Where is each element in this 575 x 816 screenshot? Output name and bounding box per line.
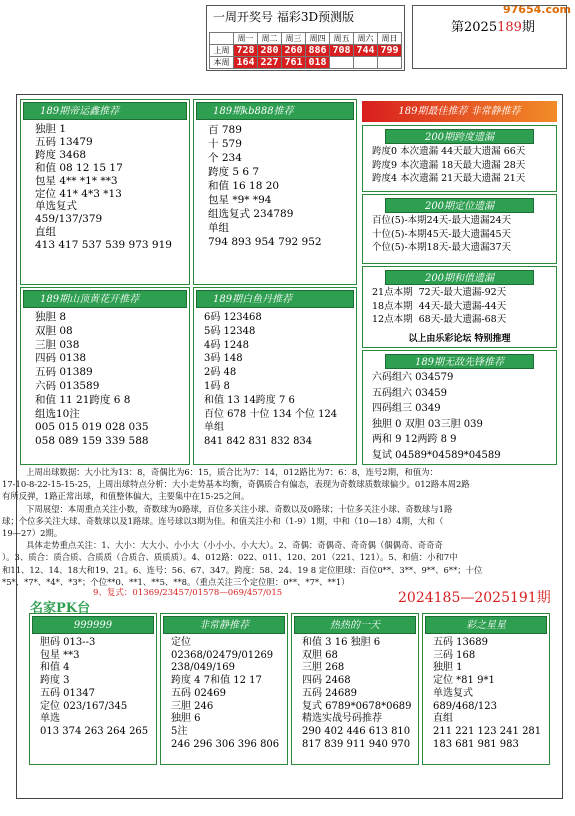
weekly-results-title: 一周开奖号 福彩3D预测版 [213, 10, 355, 24]
line: 四码 2468 [302, 675, 351, 687]
box-title: 189期无敌先锋推荐 [385, 354, 534, 369]
box-title: 200期跨度遗漏 [385, 129, 534, 144]
line: 十 579 [208, 138, 242, 150]
site-watermark[interactable]: 97654.com [503, 3, 571, 16]
position-omission-box [362, 194, 557, 264]
result-cell: 018 [306, 57, 330, 69]
line: 跨度 4 7和值 12 17 [171, 675, 262, 687]
line: 02368/02479/01269 [171, 649, 274, 661]
line: 和值 11 21跨度 6 8 [35, 393, 131, 406]
day-header: 周三 [282, 33, 306, 45]
result-cell: 708 [330, 45, 354, 57]
line: 跨度 5 6 7 [208, 166, 260, 178]
line: 841 842 831 832 834 [204, 436, 313, 448]
result-cell: 728 [234, 45, 258, 57]
line: 组选复式 234789 [208, 208, 294, 220]
line: 单选复式 [35, 200, 77, 213]
line: 五码组六 03459 [372, 387, 447, 399]
result-cell: 260 [282, 45, 306, 57]
box-content [161, 636, 287, 751]
period-range: 2024185—2025191期 [398, 590, 551, 606]
line: 和值 16 18 20 [208, 180, 280, 192]
line: 18点本期 44天-最大遗漏-44天 [372, 300, 507, 312]
result-cell: 164 [234, 57, 258, 69]
box-title: 999999 [32, 616, 154, 634]
line: 005 015 019 028 035 [35, 421, 149, 434]
expert-box-4 [422, 613, 550, 765]
line: 五码 01347 [40, 687, 95, 699]
box-content [194, 122, 356, 249]
result-cell: 886 [306, 45, 330, 57]
line: 689/468/123 [433, 700, 497, 712]
line: 五码 13689 [433, 637, 488, 648]
recommend-box-1 [20, 99, 190, 285]
best-recommend-banner: 189期最佳推荐 非常静推荐 [362, 101, 557, 122]
analysis-line: 具体走势重点关注：1、大小：大大小、小小大（小小小、小大大）。2、奇偶：奇偶奇、奇奇偶（偶偶奇、奇奇奇 [26, 540, 443, 551]
box-content [423, 636, 549, 751]
issue-prefix: 第2025 [451, 20, 498, 35]
line: 058 089 159 339 588 [35, 435, 149, 448]
line: 六码 013589 [35, 379, 100, 392]
analysis-line: 球；个位多关注大球、奇数球以及1路球。连号球以3期为佳。和值关注小和（1-9）1期，中和（10—18）4期，大和（ [2, 515, 444, 526]
day-header: 周二 [258, 33, 282, 45]
line: 跨度0 本次遗漏 44天最大遗漏 66天 [372, 146, 526, 157]
line: 四码组三 0349 [372, 403, 441, 414]
box-title: 非常静推荐 [163, 616, 285, 634]
line: 单选 [40, 713, 60, 725]
recommend-box-4 [193, 287, 357, 465]
box-title: 200期定位遗漏 [385, 198, 534, 213]
box-content [194, 310, 356, 449]
line: 跨度4 本次遗漏 21天最大遗漏 21天 [372, 173, 526, 184]
result-cell: 227 [258, 57, 282, 69]
line: 五码 02469 [171, 687, 226, 699]
line: 跨度 3468 [35, 148, 87, 161]
line: 跨度 3 [40, 675, 70, 687]
line: 包星 **3 [40, 649, 80, 661]
box-content [21, 122, 189, 252]
line: 胆码 013--3 [40, 637, 96, 648]
analysis-line: 上周出球数据：大小比为13：8，奇偶比为6：15，质合比为7：14，012路比为7：6：8，连号2期，和值为： [26, 467, 438, 477]
line: 百 789 [208, 124, 242, 136]
line: 独胆 0 双胆 03三胆 039 [372, 418, 483, 430]
analysis-line: ）。3、质合：质合质、合质质（合质合、质质质）。4、012路：022、011、120、201（221、121）。5、和值：小和7中 [2, 552, 458, 563]
analysis-line: 17-10-8-22-15-15-25，上周出球特点分析：大小走势基本均衡，奇偶质合有偏态，表现为奇数球质数球偏少。012路本周2路 [2, 479, 470, 490]
line: 五码 24689 [302, 687, 357, 699]
line: 定位 [171, 637, 191, 648]
day-header: 周四 [306, 33, 330, 45]
box-title: 热热的一天 [294, 616, 416, 634]
box-content [21, 310, 189, 449]
box-content [30, 636, 156, 739]
line: 单组 [208, 222, 229, 234]
analysis-line: 19—27）2期。 [2, 528, 63, 539]
line: 跨度9 本次遗漏 18天最大遗漏 28天 [372, 159, 526, 171]
line: 六码组六 034579 [372, 372, 454, 383]
line: 两和 9 12两跨 8 9 [372, 434, 457, 445]
line: 直组 [433, 713, 453, 725]
line: 精选实战号码推荐 [302, 713, 382, 725]
line: 定位 *81 9*1 [433, 675, 495, 687]
line: 3码 148 [204, 353, 243, 365]
box-title: 189期山顶黄花开推荐 [23, 290, 187, 308]
line: 1码 8 [204, 380, 230, 392]
result-cell [330, 57, 354, 69]
line: 459/137/379 [35, 213, 103, 226]
line: 和值 3 16 独胆 6 [302, 637, 381, 648]
line: 5注 [171, 725, 188, 737]
result-cell: 280 [258, 45, 282, 57]
expert-box-1 [29, 613, 157, 765]
line: 290 402 446 613 810 [302, 725, 411, 737]
line: 013 374 263 264 265 [40, 725, 149, 737]
line: 和值 08 12 15 17 [35, 161, 123, 174]
issue-suffix: 期 [521, 20, 535, 35]
line: 直组 [35, 226, 56, 239]
line: 包星 *9* *94 [208, 194, 272, 206]
line: 包星 4** *1* **3 [35, 174, 118, 187]
line: 三码 168 [433, 649, 476, 661]
result-cell [354, 57, 378, 69]
recommend-box-3 [20, 287, 190, 465]
line: 五码 13479 [35, 135, 93, 148]
line: 单选复式 [433, 687, 473, 699]
line: 独胆 6 [171, 713, 201, 725]
line: 双胆 08 [35, 324, 73, 337]
line: 四码 0138 [35, 352, 87, 365]
vanguard-box [362, 350, 557, 465]
line: 定位 41* 4*3 *13 [35, 187, 122, 200]
recommend-box-2 [193, 99, 357, 285]
line: 5码 12348 [204, 325, 256, 337]
result-cell: 744 [354, 45, 378, 57]
line: 12点本期 68天-最大遗漏-68天 [372, 314, 507, 325]
line: 21点本期 72天-最大遗漏-92天 [372, 287, 507, 298]
line: 个位(5)-本期18天-最大遗漏37天 [372, 242, 512, 253]
line: 三胆 038 [35, 338, 80, 351]
line: 单组 [204, 422, 224, 434]
line: 6码 123468 [204, 312, 262, 323]
line: 百位(5)-本期24天-最大遗漏24天 [372, 215, 512, 226]
line: 个 234 [208, 152, 242, 164]
line: 4码 1248 [204, 339, 249, 351]
line: 独胆 8 [35, 311, 67, 323]
box-title: 189期kb888推荐 [196, 102, 354, 120]
line: 2码 48 [204, 367, 237, 379]
analysis-line: 和11、12、14、18大和19、21。6、连号：56、67、347。跨度：58、24、19 8 定位胆球：百位0**、3**、9**、6**；十位 [2, 564, 483, 575]
analysis-text [2, 466, 551, 588]
pk-title: 名家PK台 [30, 601, 91, 616]
day-header: 周日 [378, 33, 402, 45]
expert-box-3 [291, 613, 419, 765]
analysis-line: 下周展望：本周重点关注小数，奇数球为0路球，百位多关注小球、奇数以及0路球；十位多关注小球、奇数球与1路 [26, 503, 453, 514]
line: 817 839 911 940 970 [302, 738, 411, 750]
line: 三胆 246 [171, 700, 214, 712]
sum-omission-box [362, 266, 557, 348]
expert-box-2 [160, 613, 288, 765]
issue-num: 189 [497, 20, 522, 35]
line: 五码 01389 [35, 366, 93, 379]
line: 独胆 1 [35, 123, 67, 135]
compound-pick-line: 9、复式：01369/23457/01578—069/457/015 [93, 588, 283, 598]
line: 211 221 123 241 281 [433, 725, 542, 737]
line: 246 296 306 396 806 [171, 738, 280, 750]
day-header: 周五 [330, 33, 354, 45]
day-header: 周一 [234, 33, 258, 45]
box-title: 彩之星星 [425, 616, 547, 634]
span-omission-box [362, 125, 557, 192]
line: 413 417 537 539 973 919 [35, 239, 172, 252]
line: 独胆 1 [433, 662, 463, 674]
result-cell: 799 [378, 45, 402, 57]
weekly-results-panel [206, 5, 405, 71]
line: 和值 13 14跨度 7 6 [204, 394, 295, 406]
weekly-results-table [209, 32, 402, 69]
box-content [292, 636, 418, 751]
line: 复式 6789*0678*0689 [302, 700, 412, 712]
row-label: 上周 [210, 45, 234, 57]
line: 183 681 981 983 [433, 738, 519, 750]
line: 238/049/169 [171, 662, 235, 674]
line: 定位 023/167/345 [40, 700, 128, 712]
day-header: 周六 [354, 33, 378, 45]
line: 百位 678 十位 134 个位 124 [204, 408, 338, 420]
row-label: 本周 [210, 57, 234, 69]
box-title: 200期和值遗漏 [385, 270, 534, 285]
line: 和值 4 [40, 662, 70, 674]
result-cell [378, 57, 402, 69]
line: 十位(5)-本期45天-最大遗漏45天 [372, 228, 512, 240]
analysis-line: *5*、*7*、*4*、*3*；个位**0、**1、**5、**8。（重点关注三个定位胆：0**、*7*、**1） [2, 576, 350, 587]
result-cell: 761 [282, 57, 306, 69]
line: 组选10注 [35, 407, 80, 420]
line: 双胆 68 [302, 649, 338, 661]
forum-note: 以上由乐彩论坛 特别推理 [408, 333, 511, 344]
box-title: 189期白鱼丹推荐 [196, 290, 354, 308]
line: 三胆 268 [302, 662, 345, 674]
line: 794 893 954 792 952 [208, 236, 322, 248]
issue-number [412, 5, 567, 69]
corner-cell [210, 33, 234, 45]
line: 复试 04589*04589*04589 [372, 449, 501, 461]
analysis-line: 有所反弹，1路正常出球，和值整体偏大，主要集中在15-25之间。 [2, 491, 250, 502]
box-title: 189期帝运鑫推荐 [23, 102, 187, 120]
